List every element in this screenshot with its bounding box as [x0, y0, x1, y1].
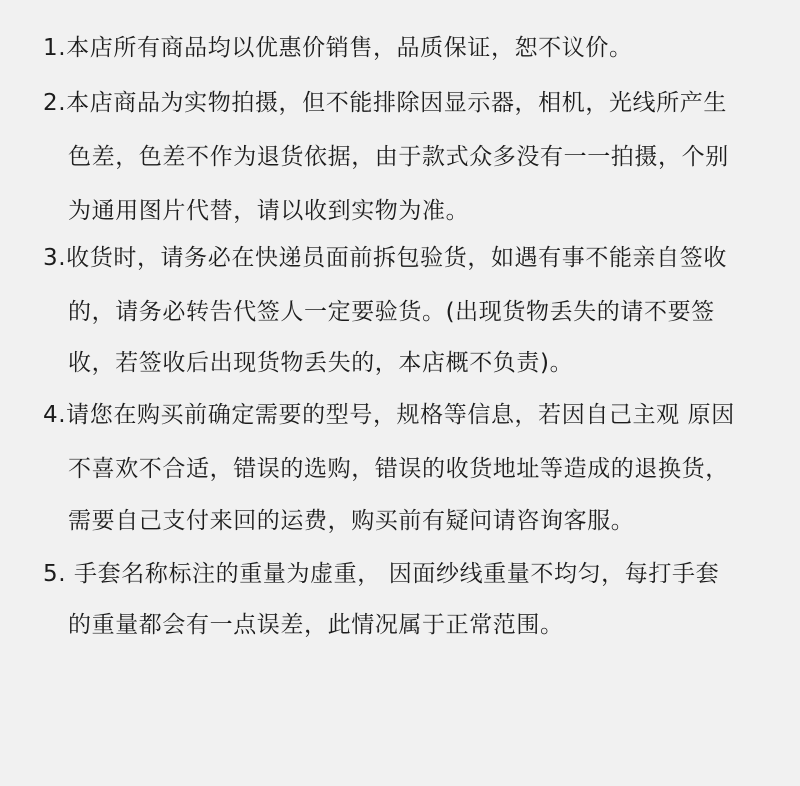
- notice-item-3-line-1: 3.收货时，请务必在快递员面前拆包验货，如遇有事不能亲自签收: [43, 245, 727, 271]
- notice-item-4-line-1: 4.请您在购买前确定需要的型号，规格等信息，若因自己主观 原因: [43, 402, 735, 428]
- notice-item-5-line-2: 的重量都会有一点误差，此情况属于正常范围。: [68, 612, 564, 638]
- notice-item-3-line-2: 的，请务必转告代签人一定要验货。(出现货物丢失的请不要签: [68, 299, 715, 325]
- notice-item-4-line-3: 需要自己支付来回的运费，购买前有疑问请咨询客服。: [68, 508, 635, 534]
- notice-item-4-line-2: 不喜欢不合适，错误的选购，错误的收货地址等造成的退换货，: [68, 456, 729, 482]
- notice-item-1-line-1: 1.本店所有商品均以优惠价销售，品质保证，恕不议价。: [43, 35, 633, 61]
- notice-item-2-line-1: 2.本店商品为实物拍摄，但不能排除因显示器，相机，光线所产生: [43, 90, 727, 116]
- notice-item-2-line-3: 为通用图片代替，请以收到实物为准。: [68, 198, 470, 224]
- notice-item-3-line-3: 收，若签收后出现货物丢失的，本店概不负责)。: [68, 350, 574, 376]
- notice-item-5-line-1: 5. 手套名称标注的重量为虚重， 因面纱线重量不均匀，每打手套: [43, 561, 720, 587]
- notice-item-2-line-2: 色差，色差不作为退货依据，由于款式众多没有一一拍摄，个别: [68, 144, 729, 170]
